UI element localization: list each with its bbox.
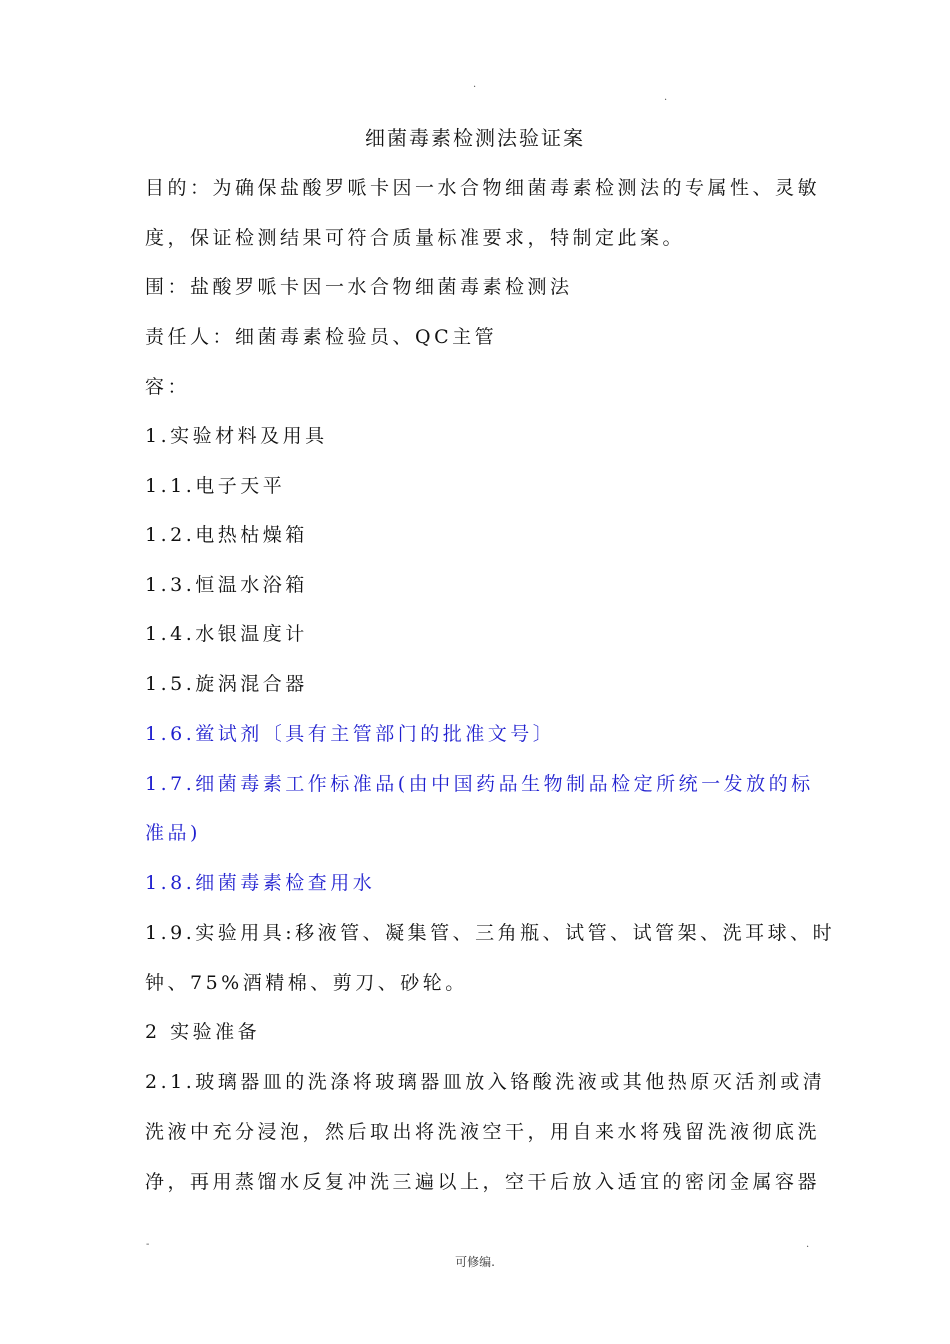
body-line: 责任人：细菌毒素检验员、QC主管	[145, 326, 498, 348]
list-item: 1.3.恒温水浴箱	[145, 574, 308, 596]
list-item-highlighted: 1.8.细菌毒素检查用水	[145, 872, 376, 894]
list-item: 1.4.水银温度计	[145, 623, 308, 645]
header-mark-right: .	[664, 92, 668, 103]
list-item: 1.5.旋涡混合器	[145, 673, 308, 695]
body-line: 洗液中充分浸泡，然后取出将洗液空干，用自来水将残留洗液彻底洗	[145, 1121, 821, 1143]
header-mark-left: .	[473, 79, 477, 90]
list-item-highlighted: 准品)	[145, 822, 201, 844]
document-title: 细菌毒素检测法验证案	[365, 126, 585, 150]
list-item: 1.1.电子天平	[145, 475, 286, 497]
footer-mark-left: -	[146, 1239, 150, 1250]
list-item-highlighted: 1.6.鲎试剂〔具有主管部门的批准文号〕	[145, 723, 556, 745]
section-heading: 1.实验材料及用具	[145, 425, 328, 447]
list-item: 1.9.实验用具:移液管、凝集管、三角瓶、试管、试管架、洗耳球、时	[145, 922, 836, 944]
body-line: 度，保证检测结果可符合质量标准要求，特制定此案。	[145, 227, 686, 249]
section-heading: 2 实验准备	[145, 1021, 261, 1043]
list-item: 钟、75%酒精棉、剪刀、砂轮。	[145, 972, 468, 994]
footer-mark-right: .	[806, 1239, 810, 1250]
body-line: 净，再用蒸馏水反复冲洗三遍以上，空干后放入适宜的密闭金属容器	[145, 1171, 821, 1193]
footer-text: 可修编.	[455, 1255, 495, 1269]
body-line: 容：	[145, 376, 191, 398]
body-line: 目的：为确保盐酸罗哌卡因一水合物细菌毒素检测法的专属性、灵敏	[145, 177, 821, 199]
list-item-highlighted: 1.7.细菌毒素工作标准品(由中国药品生物制品检定所统一发放的标	[145, 773, 814, 795]
list-item: 1.2.电热枯燥箱	[145, 524, 308, 546]
body-line: 围：盐酸罗哌卡因一水合物细菌毒素检测法	[145, 276, 573, 298]
body-line: 2.1.玻璃器皿的洗涤将玻璃器皿放入铬酸洗液或其他热原灭活剂或清	[145, 1071, 826, 1093]
